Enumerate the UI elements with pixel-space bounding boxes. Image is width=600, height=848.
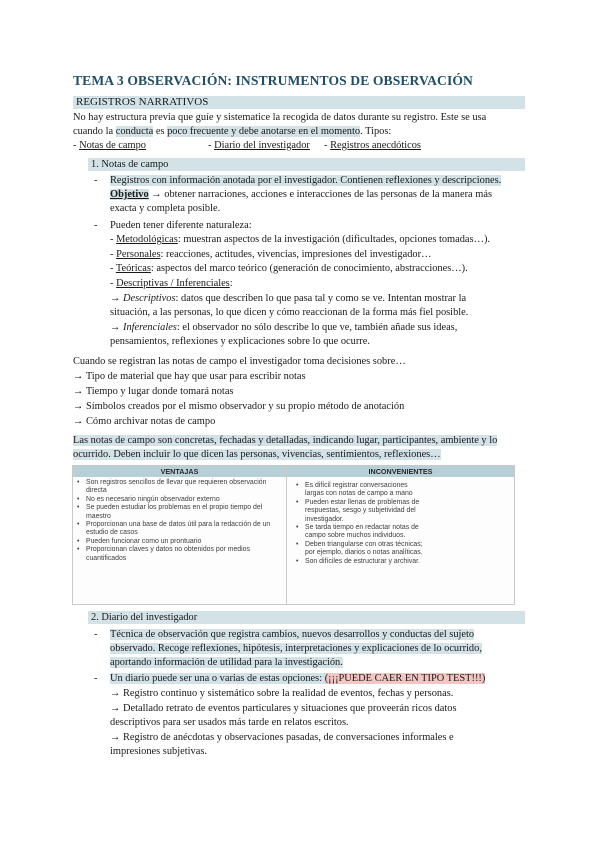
- tipo-teoricas: - Teóricas: aspectos del marco teórico (generación de conocimiento, abstracciones…).: [110, 263, 468, 274]
- intro-text: es: [153, 126, 168, 137]
- intro-text: . Tipos:: [360, 126, 392, 137]
- ventajas-inconvenientes-table: [72, 465, 515, 605]
- ventaja-item: • Pueden funcionar como un prontuario: [76, 538, 281, 546]
- bullet-dash: -: [94, 673, 98, 684]
- ventaja-item: • No es necesario ningún observador externo: [76, 496, 281, 504]
- inconveniente-item: • Deben triangularse con otras técnicas; por ejemplo, diarios o notas analíticas.: [295, 541, 427, 558]
- bullet-dash: -: [94, 175, 98, 186]
- type-item-1: - Notas de campo: [73, 140, 147, 151]
- table-header-ventajas: VENTAJAS: [73, 466, 286, 477]
- notas-summary-line-2: [73, 448, 441, 461]
- descriptivos-line-1: → Descriptivos: datos que describen lo que pasa tal y como se ve. Intentan mostrar la: [110, 293, 467, 304]
- decisiones-intro: Cuando se registran las notas de campo el investigador toma decisiones sobre…: [73, 356, 406, 367]
- decision-item: → Símbolos creados por el mismo observador y su propio método de anotación: [73, 401, 405, 412]
- test-alert-badge: (¡¡¡PUEDE CAER EN TIPO TEST!!!): [324, 673, 486, 684]
- ventaja-item: • Se pueden estudiar los problemas en el propio tiempo del maestro: [76, 504, 281, 521]
- type-label: Diario del investigador: [214, 140, 310, 151]
- decision-item: → Tipo de material que hay que usar para escribir notas: [73, 371, 306, 382]
- inconveniente-item: • Es difícil registrar conversaciones largas con notas de campo a mano: [295, 482, 427, 499]
- descriptivos-text: : datos que describen lo que pasa tal y como se ve. Intentan mostrar la: [175, 293, 467, 304]
- diario-b2-line: [110, 672, 485, 685]
- notas-b1-line-2: [110, 188, 492, 201]
- diario-opt2-line-1: → Detallado retrato de eventos particulares y situaciones que proveerán ricos datos: [110, 703, 457, 714]
- ventajas-list: [76, 479, 281, 563]
- decision-text: Cómo archivar notas de campo: [86, 416, 216, 427]
- type-item-3: - Registros anecdóticos: [324, 140, 421, 151]
- decision-item: → Cómo archivar notas de campo: [73, 416, 216, 427]
- table-divider: [286, 466, 287, 604]
- inconveniente-item: • Se tarda tiempo en redactar notas de campo sobre muchos individuos.: [295, 524, 427, 541]
- page-title: TEMA 3 OBSERVACIÓN: INSTRUMENTOS DE OBSERVACIÓN: [73, 73, 473, 88]
- type-label: Notas de campo: [79, 140, 147, 151]
- diario-def-text: observado. Recoge reflexiones, hipótesis, interpretaciones y explicaciones de lo ocurrido,: [110, 643, 482, 654]
- summary-text: ocurrido. Deben incluir lo que dicen las personas, vivencias, sentimientos, reflexiones…: [73, 449, 441, 460]
- notas-summary-line-1: [73, 434, 497, 447]
- tipo-label: Personales: [116, 249, 161, 260]
- tipo-text: : muestran aspectos de la investigación (dificultades, opciones tomadas…).: [177, 234, 491, 245]
- summary-text: Las notas de campo son concretas, fechadas y detalladas, indicando lugar, participantes, ambiente y lo: [73, 435, 498, 446]
- tipo-text: : aspectos del marco teórico (generación de conocimiento, abstracciones…).: [150, 263, 468, 274]
- intro-text: cuando la: [73, 126, 116, 137]
- diario-opt3-line-1: → Registro de anécdotas y observaciones pasadas, de conversaciones informales e: [110, 732, 454, 743]
- intro-highlight-conducta: conducta: [115, 126, 154, 137]
- ventaja-item: • Proporcionan claves y datos no obtenidos por medios cuantificados: [76, 546, 281, 563]
- diario-def-text: aportando información de utilidad para la investigación.: [110, 657, 343, 668]
- inferenciales-label: Inferenciales: [123, 322, 177, 333]
- diario-options-intro: Un diario puede ser una o varias de estas opciones:: [110, 673, 325, 684]
- inferenciales-line-2: pensamientos, reflexiones y explicaciones sobre lo que ocurre.: [110, 336, 370, 347]
- notas-b1-line-1: [110, 174, 501, 187]
- type-item-2: - Diario del investigador: [208, 140, 310, 151]
- table-header-inconvenientes: INCONVENIENTES: [287, 466, 514, 477]
- bullet-dash: -: [94, 629, 98, 640]
- decision-item: → Tiempo y lugar donde tomará notas: [73, 386, 234, 397]
- descriptivos-label: Descriptivos: [123, 293, 176, 304]
- notas-b2-line-1: Pueden tener diferente naturaleza:: [110, 220, 252, 231]
- inferenciales-line-1: → Inferenciales: el observador no sólo describe lo que ve, también añade sus ideas,: [110, 322, 458, 333]
- diario-opt2-line-2: descriptivos para ser usados más tarde en relatos escritos.: [110, 717, 349, 728]
- type-label: Registros anecdóticos: [330, 140, 421, 151]
- bullet-dash: -: [94, 220, 98, 231]
- notas-b1-line-3: exacta y completa posible.: [110, 203, 221, 214]
- objetivo-text: → obtener narraciones, acciones e interacciones de las personas de la manera más: [148, 189, 492, 200]
- tipo-label: Metodológicas: [116, 234, 178, 245]
- diario-b1-line-3: [110, 656, 343, 669]
- decision-text: Símbolos creados por el mismo observador y su propio método de anotación: [86, 401, 405, 412]
- inferenciales-text: : el observador no sólo describe lo que ve, también añade sus ideas,: [176, 322, 458, 333]
- ventaja-item: • Son registros sencillos de llevar que requieren observación directa: [76, 479, 281, 496]
- notas-heading: 1. Notas de campo: [91, 159, 169, 170]
- inconveniente-item: • Son difíciles de estructurar y archivar.: [295, 558, 427, 566]
- tipo-personales: - Personales: reacciones, actitudes, vivencias, impresiones del investigador…: [110, 249, 432, 260]
- diario-opt3-line-2: impresiones subjetivas.: [110, 746, 207, 757]
- diario-b1-line-1: [110, 628, 474, 641]
- intro-highlight-frecuente: poco frecuente y debe anotarse en el momento: [167, 126, 361, 137]
- section-heading: REGISTROS NARRATIVOS: [76, 96, 209, 108]
- tipo-label: Teóricas: [115, 263, 151, 274]
- ventaja-item: • Proporcionan una base de datos útil para la redacción de un estudio de casos: [76, 521, 281, 538]
- tipo-label: Descriptivas / Inferenciales: [116, 278, 230, 289]
- tipo-metodologicas: - Metodológicas: muestran aspectos de la investigación (dificultades, opciones tomadas…).: [110, 234, 491, 245]
- diario-def-text: Técnica de observación que registra cambios, nuevos desarrollos y conductas del sujeto: [110, 629, 475, 640]
- diario-b1-line-2: [110, 642, 482, 655]
- objetivo-label: Objetivo: [110, 189, 149, 200]
- inconveniente-item: • Pueden estar llenas de problemas de respuestas, sesgo y subjetividad del investigador.: [295, 499, 427, 524]
- inconvenientes-list: [295, 482, 427, 566]
- intro-line-2: [73, 125, 391, 138]
- tipo-descriptivas: - Descriptivas / Inferenciales:: [110, 278, 233, 289]
- decision-text: Tipo de material que hay que usar para escribir notas: [85, 371, 306, 382]
- intro-line-1: No hay estructura previa que guíe y sistematice la recogida de datos durante su registro. Este se usa: [73, 112, 487, 123]
- decision-text: Tiempo y lugar donde tomará notas: [85, 386, 234, 397]
- notas-def-text: Registros con información anotada por el investigador. Contienen reflexiones y descripciones.: [110, 175, 502, 186]
- descriptivos-line-2: situación, a las personas, lo que dicen y cómo reaccionan de la forma más fiel posible.: [110, 307, 469, 318]
- tipo-text: : reacciones, actitudes, vivencias, impresiones del investigador…: [160, 249, 432, 260]
- diario-opt1: → Registro continuo y sistemático sobre la realidad de eventos, fechas y personas.: [110, 688, 454, 699]
- diario-heading: 2. Diario del investigador: [91, 612, 198, 623]
